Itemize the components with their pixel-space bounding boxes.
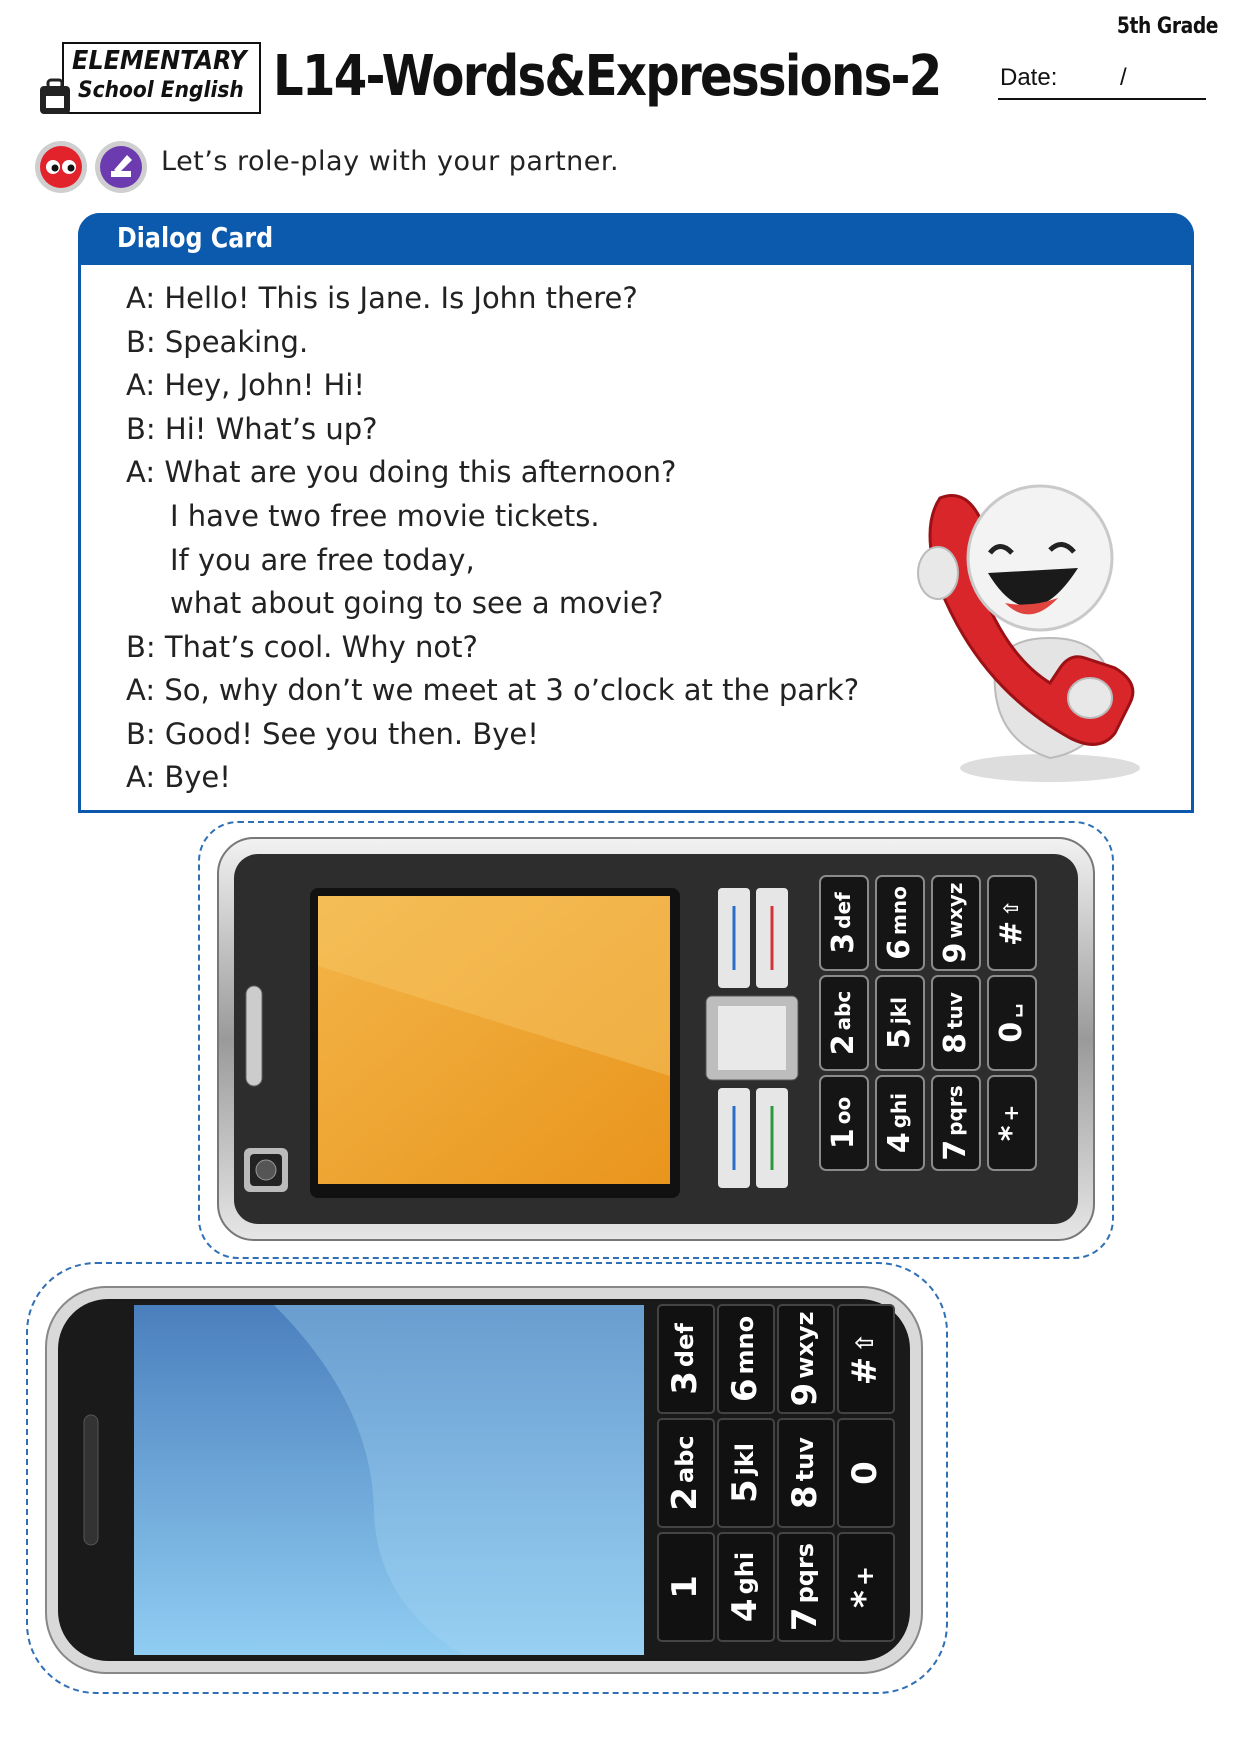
logo-text-top: ELEMENTARY bbox=[72, 46, 247, 76]
dialog-line: A: What are you doing this afternoon? bbox=[126, 455, 677, 489]
keypad-key-label: 9wxyz bbox=[784, 1311, 825, 1407]
keypad-key-label: 4ghi bbox=[724, 1551, 765, 1623]
keypad-key-label: 6mno bbox=[881, 886, 917, 960]
keypad-key-label: #⇧ bbox=[993, 900, 1029, 946]
dialog-line: A: Hello! This is Jane. Is John there? bbox=[126, 281, 638, 315]
keypad-key-label: 7pqrs bbox=[784, 1542, 825, 1632]
dialog-card-title: Dialog Card bbox=[117, 221, 274, 254]
keypad-key-label: *+ bbox=[993, 1104, 1029, 1142]
phone-mascot-illustration bbox=[900, 468, 1170, 788]
dialog-line: I have two free movie tickets. bbox=[170, 499, 600, 533]
feature-phone bbox=[216, 836, 1096, 1242]
dialog-line: B: That’s cool. Why not? bbox=[126, 630, 478, 664]
keypad-key-label: 5jkl bbox=[881, 997, 917, 1049]
keypad-key-label: 7pqrs bbox=[937, 1085, 973, 1161]
date-slash: / bbox=[1120, 64, 1127, 91]
keypad-key-label: 3def bbox=[664, 1323, 705, 1395]
grade-label: 5th Grade bbox=[1116, 14, 1218, 39]
dialog-line: If you are free today, bbox=[170, 543, 475, 577]
keypad-key-label: 5jkl bbox=[724, 1442, 765, 1504]
keypad-key-label: 1 bbox=[664, 1575, 705, 1599]
keypad-key-label: 8tuv bbox=[784, 1437, 825, 1509]
keypad-key-label: 8tuv bbox=[937, 992, 973, 1054]
keypad-key-label: 9wxyz bbox=[937, 882, 973, 964]
keypad-key-label: 2abc bbox=[664, 1435, 705, 1511]
keypad-key-label: 6mno bbox=[724, 1315, 765, 1403]
keypad-key-label: 0 bbox=[844, 1461, 885, 1485]
pencil-icon bbox=[94, 140, 148, 194]
touch-phone bbox=[44, 1285, 924, 1675]
dialog-line: what about going to see a movie? bbox=[170, 586, 664, 620]
dialog-line: B: Speaking. bbox=[126, 325, 309, 359]
logo-text-bottom: School English bbox=[78, 78, 244, 103]
backpack-icon bbox=[34, 74, 78, 118]
instruction-text: Let’s role-play with your partner. bbox=[161, 146, 620, 177]
dialog-line: A: Bye! bbox=[126, 760, 231, 794]
eyes-icon bbox=[34, 140, 88, 194]
dialog-line: B: Good! See you then. Bye! bbox=[126, 717, 539, 751]
keypad-key-label: #⇧ bbox=[844, 1332, 885, 1386]
date-label: Date: bbox=[1000, 64, 1058, 91]
date-field-line[interactable] bbox=[998, 98, 1206, 100]
keypad-key-label: 1oo bbox=[825, 1096, 861, 1150]
keypad-key[interactable] bbox=[988, 1076, 1036, 1170]
keypad-key-label: *+ bbox=[844, 1566, 885, 1608]
dialog-line: A: Hey, John! Hi! bbox=[126, 368, 365, 402]
page-title: L14-Words&Expressions-2 bbox=[273, 44, 941, 109]
keypad-key-label: 0␣ bbox=[993, 1003, 1029, 1043]
dialog-line: A: So, why don’t we meet at 3 o’clock at the park? bbox=[126, 673, 860, 707]
keypad-key-label: 3def bbox=[825, 892, 861, 954]
dialog-line: B: Hi! What’s up? bbox=[126, 412, 378, 446]
keypad-key-label: 4ghi bbox=[881, 1092, 917, 1154]
keypad-key-label: 2abc bbox=[825, 990, 861, 1056]
